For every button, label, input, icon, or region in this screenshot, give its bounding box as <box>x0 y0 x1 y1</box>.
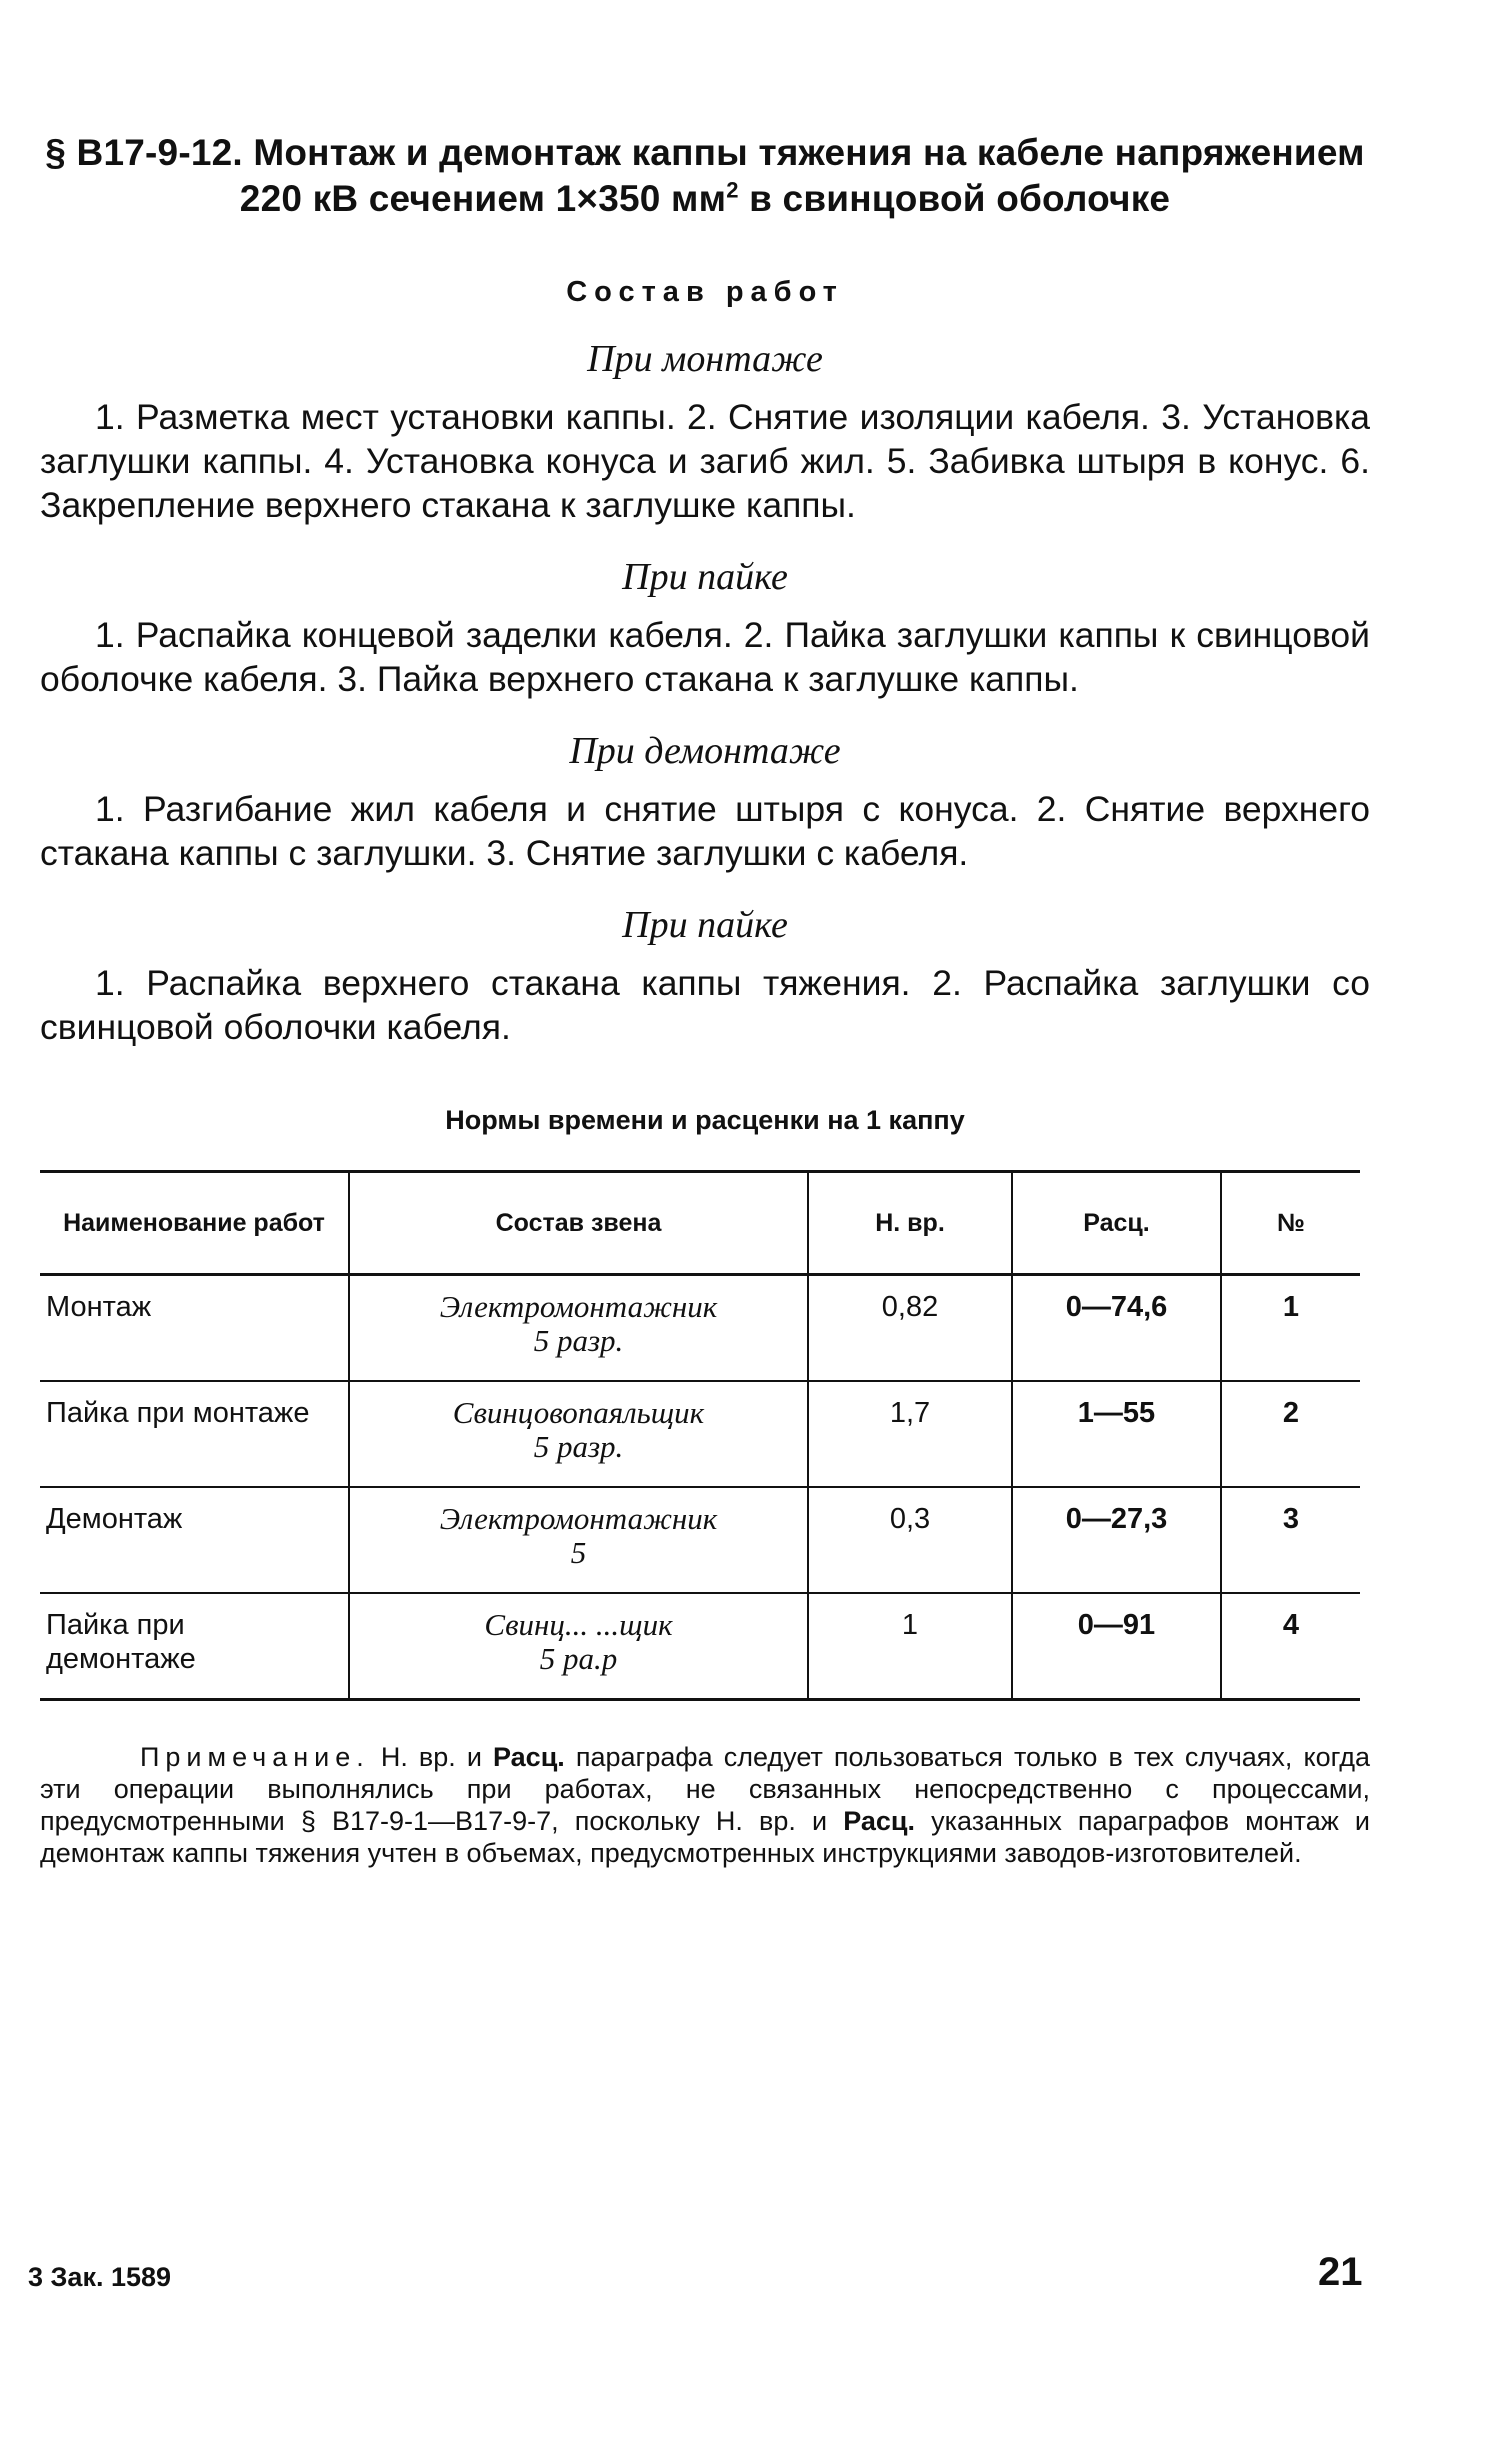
header-price: Расц. <box>1012 1172 1221 1275</box>
note-label: Примечание. <box>140 1742 370 1772</box>
cell-norm: 1,7 <box>808 1381 1012 1487</box>
norms-table <box>40 1170 1360 1701</box>
table-row <box>40 1275 1360 1382</box>
crew-grade: 5 <box>570 1535 587 1570</box>
title-text: § B17-9-12. Монтаж и демонтаж каппы тяжения на кабеле напряжением 220 кВ сечением 1×350 мм <box>45 132 1365 219</box>
header-work: Наименование работ <box>40 1172 349 1275</box>
table-header-row <box>40 1172 1360 1275</box>
block-text-soldering: 1. Распайка концевой заделки кабеля. 2. Пайка заглушки каппы к свинцовой оболочке кабеля. 3. Пайка верхнего стакана к заглушке каппы. <box>40 615 1370 699</box>
cell-work: Демонтаж <box>40 1487 349 1593</box>
block-text-mounting: 1. Разметка мест установки каппы. 2. Снятие изоляции кабеля. 3. Установка заглушки каппы. 4. Установка конуса и загиб жил. 5. Забивка штыря в конус. 6. Закрепление верхнего стакана к заглушке каппы. <box>40 397 1370 525</box>
header-num: № <box>1221 1172 1360 1275</box>
cell-num: 2 <box>1221 1381 1360 1487</box>
table-row <box>40 1487 1360 1593</box>
crew-grade: 5 ра.р <box>539 1641 618 1676</box>
table-caption: Нормы времени и расценки на 1 каппу <box>445 1105 965 1135</box>
cell-work: Пайка при демонтаже <box>46 1609 196 1675</box>
crew-grade: 5 разр. <box>533 1429 624 1464</box>
block-text-desoldering: 1. Распайка верхнего стакана каппы тяжения. 2. Распайка заглушки со свинцовой оболочки кабеля. <box>40 963 1370 1047</box>
footnote <box>40 1741 1370 1869</box>
cell-work: Пайка при монтаже <box>40 1381 349 1487</box>
crew-profession: Свинц... ...щик <box>484 1607 673 1642</box>
cell-norm: 0,3 <box>808 1487 1012 1593</box>
page-content <box>40 130 1370 1869</box>
cell-price: 1—55 <box>1012 1381 1221 1487</box>
crew-profession: Свинцовопаяльщик <box>452 1395 705 1430</box>
cell-num: 3 <box>1221 1487 1360 1593</box>
cell-crew <box>349 1275 808 1382</box>
header-crew: Состав звена <box>349 1172 808 1275</box>
crew-grade: 5 разр. <box>533 1323 624 1358</box>
cell-price: 0—74,6 <box>1012 1275 1221 1382</box>
page-number: 21 <box>1318 2250 1363 2294</box>
cell-crew <box>349 1487 808 1593</box>
block-text-dismounting: 1. Разгибание жил кабеля и снятие штыря с конуса. 2. Снятие верхнего стакана каппы с заглушки. 3. Снятие заглушки с кабеля. <box>40 789 1370 873</box>
title-superscript: 2 <box>726 177 739 203</box>
block-heading-dismounting: При демонтаже <box>569 730 841 772</box>
note-text: параграфа следует пользоваться только в тех случаях, когда эти операции выполнялись при работах, не связанных непосредственно с процессами, предусмотренными § B17-9-1—B17-9-7, поскольку Н. вр. и <box>40 1742 1370 1836</box>
cell-crew <box>349 1593 808 1700</box>
block-heading-soldering: При пайке <box>622 556 788 598</box>
table-row <box>40 1381 1360 1487</box>
section-title <box>40 130 1370 222</box>
note-bold: Расц. <box>493 1742 565 1772</box>
header-norm: Н. вр. <box>808 1172 1012 1275</box>
cell-price: 0—91 <box>1012 1593 1221 1700</box>
title-text-end: в свинцовой оболочке <box>738 178 1171 219</box>
cell-crew <box>349 1381 808 1487</box>
block-heading-desoldering: При пайке <box>622 904 788 946</box>
crew-profession: Электромонтажник <box>439 1289 718 1324</box>
cell-num: 1 <box>1221 1275 1360 1382</box>
note-text: Н. вр. и <box>369 1742 494 1772</box>
cell-work: Монтаж <box>40 1275 349 1382</box>
cell-norm: 0,82 <box>808 1275 1012 1382</box>
block-heading-mounting: При монтаже <box>587 338 823 380</box>
table-row <box>40 1593 1360 1700</box>
note-bold: Расц. <box>843 1806 915 1836</box>
crew-profession: Электромонтажник <box>439 1501 718 1536</box>
work-composition-heading: Состав работ <box>566 276 844 308</box>
cell-num: 4 <box>1221 1593 1360 1700</box>
cell-norm: 1 <box>808 1593 1012 1700</box>
cell-price: 0—27,3 <box>1012 1487 1221 1593</box>
note-text: указанных параграфов монтаж и демонтаж каппы тяжения учтен в объемах, предусмотренных инструкциями заводов-изготовителей. <box>40 1806 1370 1868</box>
print-order-mark: 3 Зак. 1589 <box>28 2262 172 2292</box>
